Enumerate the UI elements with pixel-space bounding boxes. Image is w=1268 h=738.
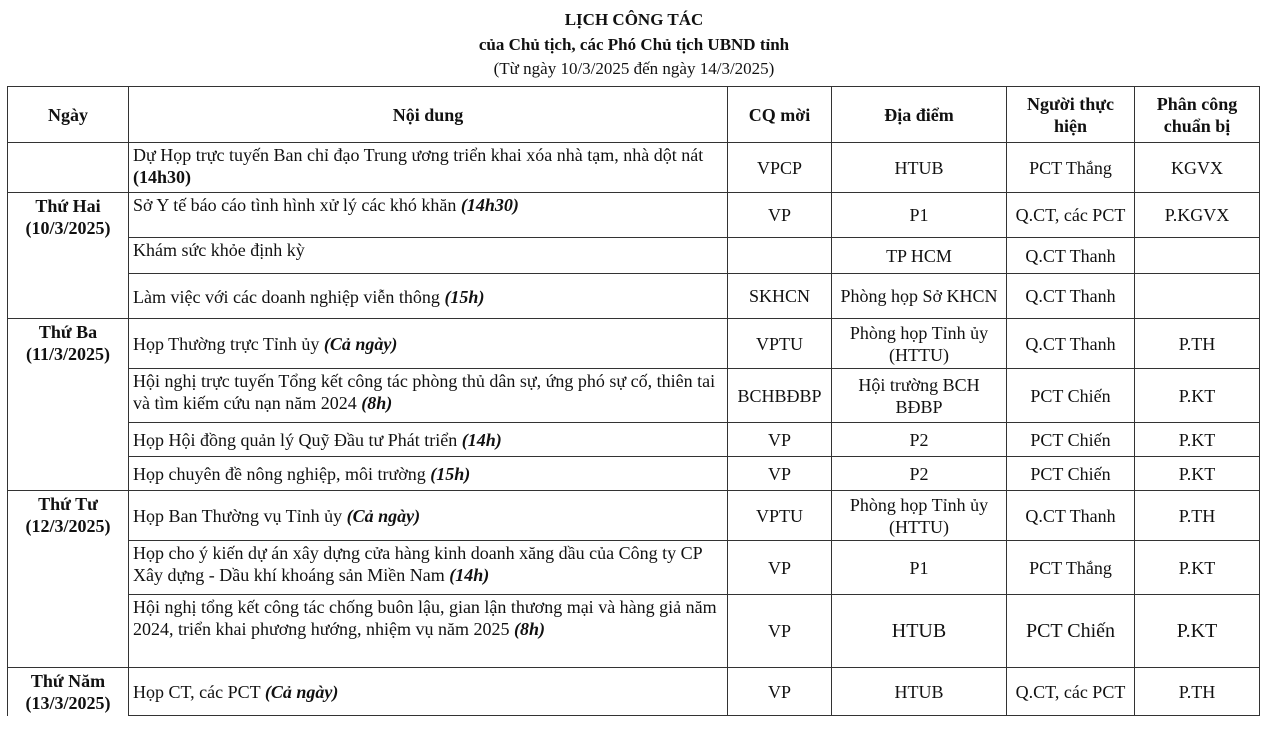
col-header-performer: Người thực hiện (1007, 87, 1135, 143)
col-header-location: Địa điểm (832, 87, 1007, 143)
row-inviter: VPCP (728, 143, 832, 193)
row-performer: Q.CT, các PCT (1007, 668, 1135, 716)
col-header-content: Nội dung (129, 87, 728, 143)
row-inviter: BCHBĐBP (728, 369, 832, 423)
row-prep (1135, 238, 1260, 274)
day-cell-empty (8, 143, 129, 193)
row-location: Phòng họp Tỉnh ủy (HTTU) (832, 319, 1007, 369)
row-inviter: VP (728, 193, 832, 238)
row-location: HTUB (832, 143, 1007, 193)
col-header-day: Ngày (8, 87, 129, 143)
day-tuesday: Thứ Ba (11/3/2025) (8, 319, 129, 491)
row-content: Khám sức khỏe định kỳ (129, 238, 728, 274)
row-location: HTUB (832, 668, 1007, 716)
table-header-row (8, 87, 1260, 143)
table-row (8, 491, 1260, 541)
row-prep: P.KT (1135, 423, 1260, 457)
row-location: P1 (832, 193, 1007, 238)
row-prep: P.KGVX (1135, 193, 1260, 238)
row-performer: Q.CT Thanh (1007, 274, 1135, 319)
row-inviter: VP (728, 595, 832, 668)
row-inviter: VP (728, 457, 832, 491)
col-header-inviter: CQ mời (728, 87, 832, 143)
row-performer: Q.CT Thanh (1007, 238, 1135, 274)
table-row (8, 319, 1260, 369)
row-inviter: VP (728, 541, 832, 595)
row-performer: PCT Chiến (1007, 369, 1135, 423)
row-prep: P.TH (1135, 491, 1260, 541)
row-performer: PCT Chiến (1007, 595, 1135, 668)
row-content: Sở Y tế báo cáo tình hình xử lý các khó khăn (14h30) (129, 193, 728, 238)
row-content: Hội nghị tổng kết công tác chống buôn lậu, gian lận thương mại và hàng giả năm 2024, triển khai phương hướng, nhiệm vụ năm 2025 (8h) (129, 595, 728, 668)
table-row (8, 541, 1260, 595)
row-location: Phòng họp Sở KHCN (832, 274, 1007, 319)
table-row (8, 595, 1260, 668)
row-location: P2 (832, 457, 1007, 491)
row-location: HTUB (832, 595, 1007, 668)
row-content: Họp Thường trực Tỉnh ủy (Cả ngày) (129, 319, 728, 369)
row-inviter: VP (728, 423, 832, 457)
row-location: P1 (832, 541, 1007, 595)
row-content: Họp Ban Thường vụ Tỉnh ủy (Cả ngày) (129, 491, 728, 541)
day-monday: Thứ Hai (10/3/2025) (8, 193, 129, 319)
table-row (8, 423, 1260, 457)
row-prep: P.TH (1135, 319, 1260, 369)
row-performer: Q.CT Thanh (1007, 319, 1135, 369)
table-row (8, 369, 1260, 423)
row-location: P2 (832, 423, 1007, 457)
row-prep (1135, 274, 1260, 319)
row-location: TP HCM (832, 238, 1007, 274)
date-range: (Từ ngày 10/3/2025 đến ngày 14/3/2025) (493, 59, 775, 78)
row-performer: PCT Chiến (1007, 423, 1135, 457)
schedule-table (7, 86, 1260, 716)
row-content: Dự Họp trực tuyến Ban chỉ đạo Trung ương triển khai xóa nhà tạm, nhà dột nát (14h30) (129, 143, 728, 193)
day-thursday: Thứ Năm (13/3/2025) (8, 668, 129, 716)
row-inviter (728, 238, 832, 274)
document-subtitle: của Chủ tịch, các Phó Chủ tịch UBND tỉnh (478, 35, 790, 54)
row-inviter: SKHCN (728, 274, 832, 319)
row-inviter: VP (728, 668, 832, 716)
row-performer: Q.CT, các PCT (1007, 193, 1135, 238)
row-prep: P.KT (1135, 369, 1260, 423)
row-prep: P.KT (1135, 541, 1260, 595)
table-row (8, 668, 1260, 716)
row-location: Hội trường BCH BĐBP (832, 369, 1007, 423)
row-prep: P.TH (1135, 668, 1260, 716)
row-prep: KGVX (1135, 143, 1260, 193)
table-row (8, 457, 1260, 491)
row-content: Họp chuyên đề nông nghiệp, môi trường (15h) (129, 457, 728, 491)
table-row (8, 238, 1260, 274)
row-location: Phòng họp Tỉnh ủy (HTTU) (832, 491, 1007, 541)
day-wednesday: Thứ Tư (12/3/2025) (8, 491, 129, 668)
row-prep: P.KT (1135, 595, 1260, 668)
row-content: Làm việc với các doanh nghiệp viễn thông (15h) (129, 274, 728, 319)
row-inviter: VPTU (728, 491, 832, 541)
row-content: Họp CT, các PCT (Cả ngày) (129, 668, 728, 716)
table-row (8, 143, 1260, 193)
row-performer: PCT Thắng (1007, 541, 1135, 595)
row-inviter: VPTU (728, 319, 832, 369)
table-row (8, 274, 1260, 319)
row-performer: PCT Chiến (1007, 457, 1135, 491)
table-row (8, 193, 1260, 238)
row-performer: Q.CT Thanh (1007, 491, 1135, 541)
row-content: Họp Hội đồng quản lý Quỹ Đầu tư Phát triển (14h) (129, 423, 728, 457)
row-content: Hội nghị trực tuyến Tổng kết công tác phòng thủ dân sự, ứng phó sự cố, thiên tai và tìm kiếm cứu nạn năm 2024 (8h) (129, 369, 728, 423)
row-prep: P.KT (1135, 457, 1260, 491)
row-performer: PCT Thắng (1007, 143, 1135, 193)
row-content: Họp cho ý kiến dự án xây dựng cửa hàng kinh doanh xăng dầu của Công ty CP Xây dựng - Dầu khí khoáng sản Miền Nam (14h) (129, 541, 728, 595)
col-header-prep: Phân công chuẩn bị (1135, 87, 1260, 143)
document-title: LỊCH CÔNG TÁC (564, 10, 704, 29)
